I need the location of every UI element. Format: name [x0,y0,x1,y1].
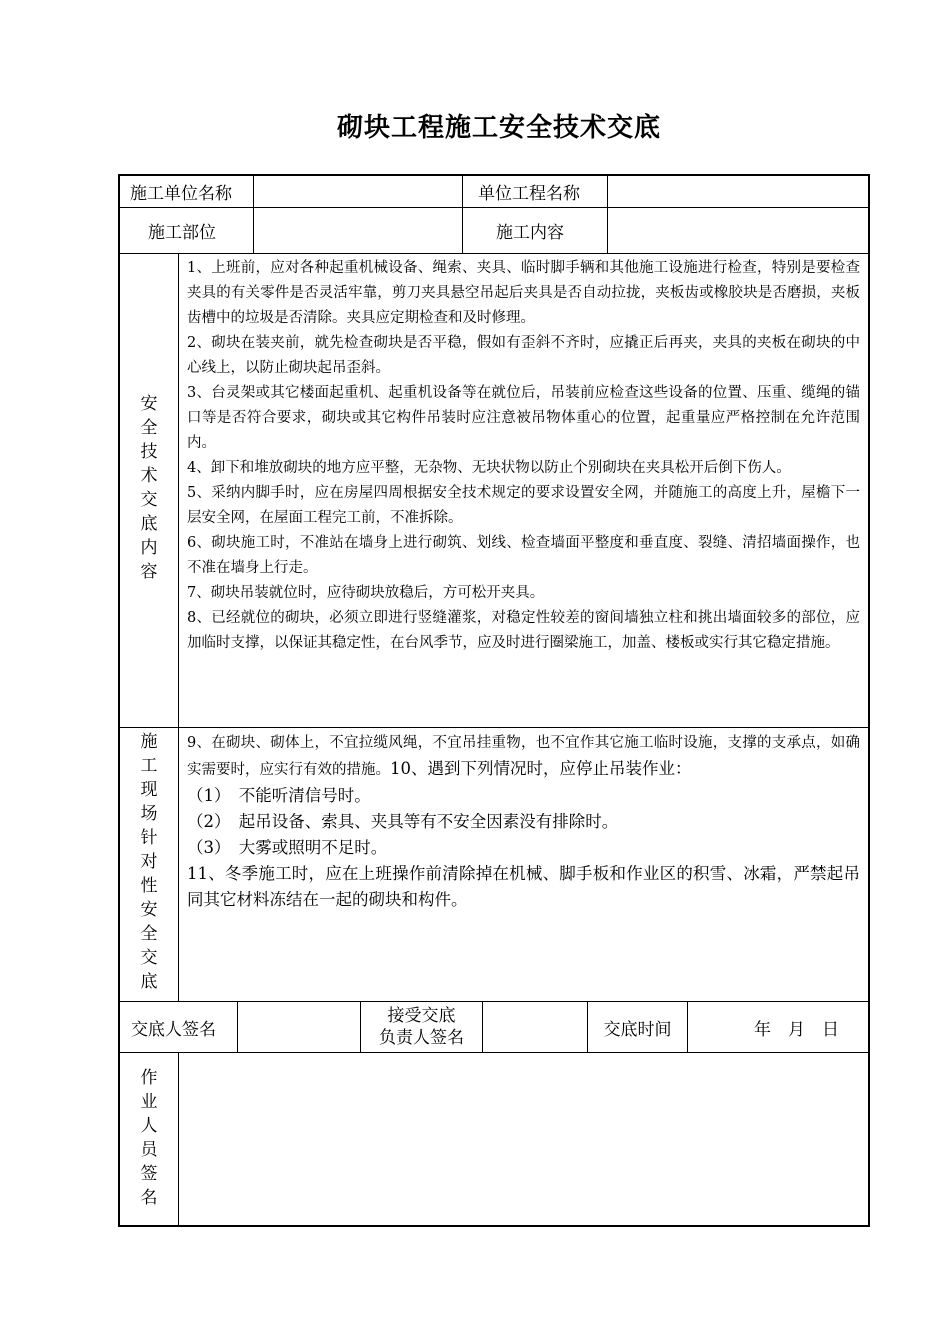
safety-item: 5、采纳内脚手时，应在房屋四周根据安全技术规定的要求设置安全网，并随施工的高度上升，屋檐下一层安全网，在屋面工程完工前，不准拆除。 [187,485,860,526]
page-title: 砌块工程施工安全技术交底 [336,113,661,143]
workers-signature-field[interactable] [179,1053,868,1227]
discloser-label-text: 交底人签名 [131,1019,216,1040]
site-sub-item: （3） 大雾或照明不足时。 [187,838,388,857]
time-label-text: 交底时间 [603,1019,672,1040]
receiver-label-line2: 负责人签名 [379,1028,464,1048]
site-item-10: 10、遇到下列情况时，应停止吊装作业： [390,759,692,778]
label-char: 内 [140,538,158,558]
project-name-label-text: 单位工程名称 [478,184,580,204]
label-char: 现 [140,780,158,800]
safety-label [120,254,178,727]
site-item-9: 9、在砌块、砌体上，不宜拉缆风绳，不宜吊挂重物，也不宜作其它施工临时设施，支撑的支承点，如确实需要时，应实行有效的措施。 [187,735,860,778]
label-char: 针 [140,828,158,848]
unit-name-field[interactable] [254,176,462,207]
safety-item: 1、上班前，应对各种起重机械设备、绳索、夹具、临时脚手辆和其他施工设施进行检查，特别是要检查夹具的有关零件是否灵活牢靠，剪刀夹具悬空吊起后夹具是否自动拉拢，夹板齿或橡胶块是否磨损，夹板齿槽中的垃圾是否清除。夹具应定期检查和及时修理。 [187,260,860,326]
label-char: 安 [140,394,158,414]
safety-item: 3、台灵架或其它楼面起重机、起重机设备等在就位后，吊装前应检查这些设备的位置、压重、缆绳的锚口等是否符合要求，砌块或其它构件吊装时应注意被吊物体重心的位置，起重量应严格控制在允许范围内。 [187,385,860,451]
safety-item: 2、砌块在装夹前，就先检查砌块是否平稳，假如有歪斜不齐时，应撬正后再夹，夹具的夹板在砌块的中心线上，以防止砌块起吊歪斜。 [187,335,860,376]
project-name-label [463,176,607,207]
row-divider [120,253,868,254]
project-name-field[interactable] [608,176,868,207]
label-char: 对 [140,852,158,872]
workers-label [120,1053,178,1227]
label-char: 业 [140,1092,158,1112]
label-char: 员 [140,1140,158,1160]
discloser-label [120,1002,237,1052]
content-label [463,208,607,253]
label-char: 全 [140,418,158,438]
site-sub-item: （1） 不能听清信号时。 [187,786,371,805]
safety-item: 8、已经就位的砌块，必须立即进行竖缝灌浆，对稳定性较差的窗间墙独立柱和挑出墙面较多的部位，应加临时支撑，以保证其稳定性，在台风季节，应及时进行圈梁施工，加盖、楼板或实行其它稳定措施。 [187,610,860,651]
site-item-11: 11、冬季施工时，应在上班操作前清除掉在机械、脚手板和作业区的积雪、冰霜，严禁起吊同其它材料冻结在一起的砌块和构件。 [187,864,860,909]
label-char: 作 [140,1068,158,1088]
part-label-text: 施工部位 [148,223,216,243]
time-field[interactable] [688,1002,868,1052]
disclosure-table [118,174,870,1227]
safety-item: 4、卸下和堆放砌块的地方应平整，无杂物、无块状物以防止个别砌块在夹具松开后倒下伤人。 [187,460,791,476]
receiver-label-line1: 接受交底 [387,1006,456,1026]
unit-name-label-text: 施工单位名称 [130,184,232,204]
site-label [120,728,178,1001]
label-char: 全 [140,924,158,944]
label-char: 性 [140,876,158,896]
label-char: 底 [140,514,158,534]
receiver-signature-field[interactable] [483,1002,587,1052]
workers-label-chars [120,1066,178,1210]
label-char: 场 [140,804,158,824]
site-content [187,729,860,999]
part-label [120,208,253,253]
safety-content [187,256,860,726]
receiver-label [361,1002,482,1052]
label-char: 安 [140,900,158,920]
label-char: 交 [140,490,158,510]
content-field[interactable] [608,208,868,253]
site-item-9-10 [187,729,860,783]
label-char: 签 [140,1164,158,1184]
part-field[interactable] [254,208,462,253]
label-char: 名 [140,1188,158,1208]
time-field-text: 年 月 日 [754,1019,839,1040]
label-char: 技 [140,442,158,462]
unit-name-label [120,176,253,207]
label-char: 交 [140,948,158,968]
col-divider [178,253,179,1001]
safety-item: 7、砌块吊装就位时，应待砌块放稳后，方可松开夹具。 [187,585,545,601]
site-sub-item: （2） 起吊设备、索具、夹具等有不安全因素没有排除时。 [187,812,619,831]
site-label-chars [120,730,178,994]
label-char: 底 [140,972,158,992]
content-label-text: 施工内容 [496,223,564,243]
label-char: 人 [140,1116,158,1136]
safety-item: 6、砌块施工时，不准站在墙身上进行砌筑、划线、检查墙面平整度和垂直度、裂缝、清招墙面操作，也不准在墙身上行走。 [187,535,860,576]
discloser-signature-field[interactable] [238,1002,360,1052]
label-char: 工 [140,756,158,776]
label-char: 施 [140,732,158,752]
label-char: 术 [140,466,158,486]
safety-label-chars [120,392,178,584]
time-label [588,1002,687,1052]
label-char: 容 [140,562,158,582]
row-divider [120,727,868,728]
